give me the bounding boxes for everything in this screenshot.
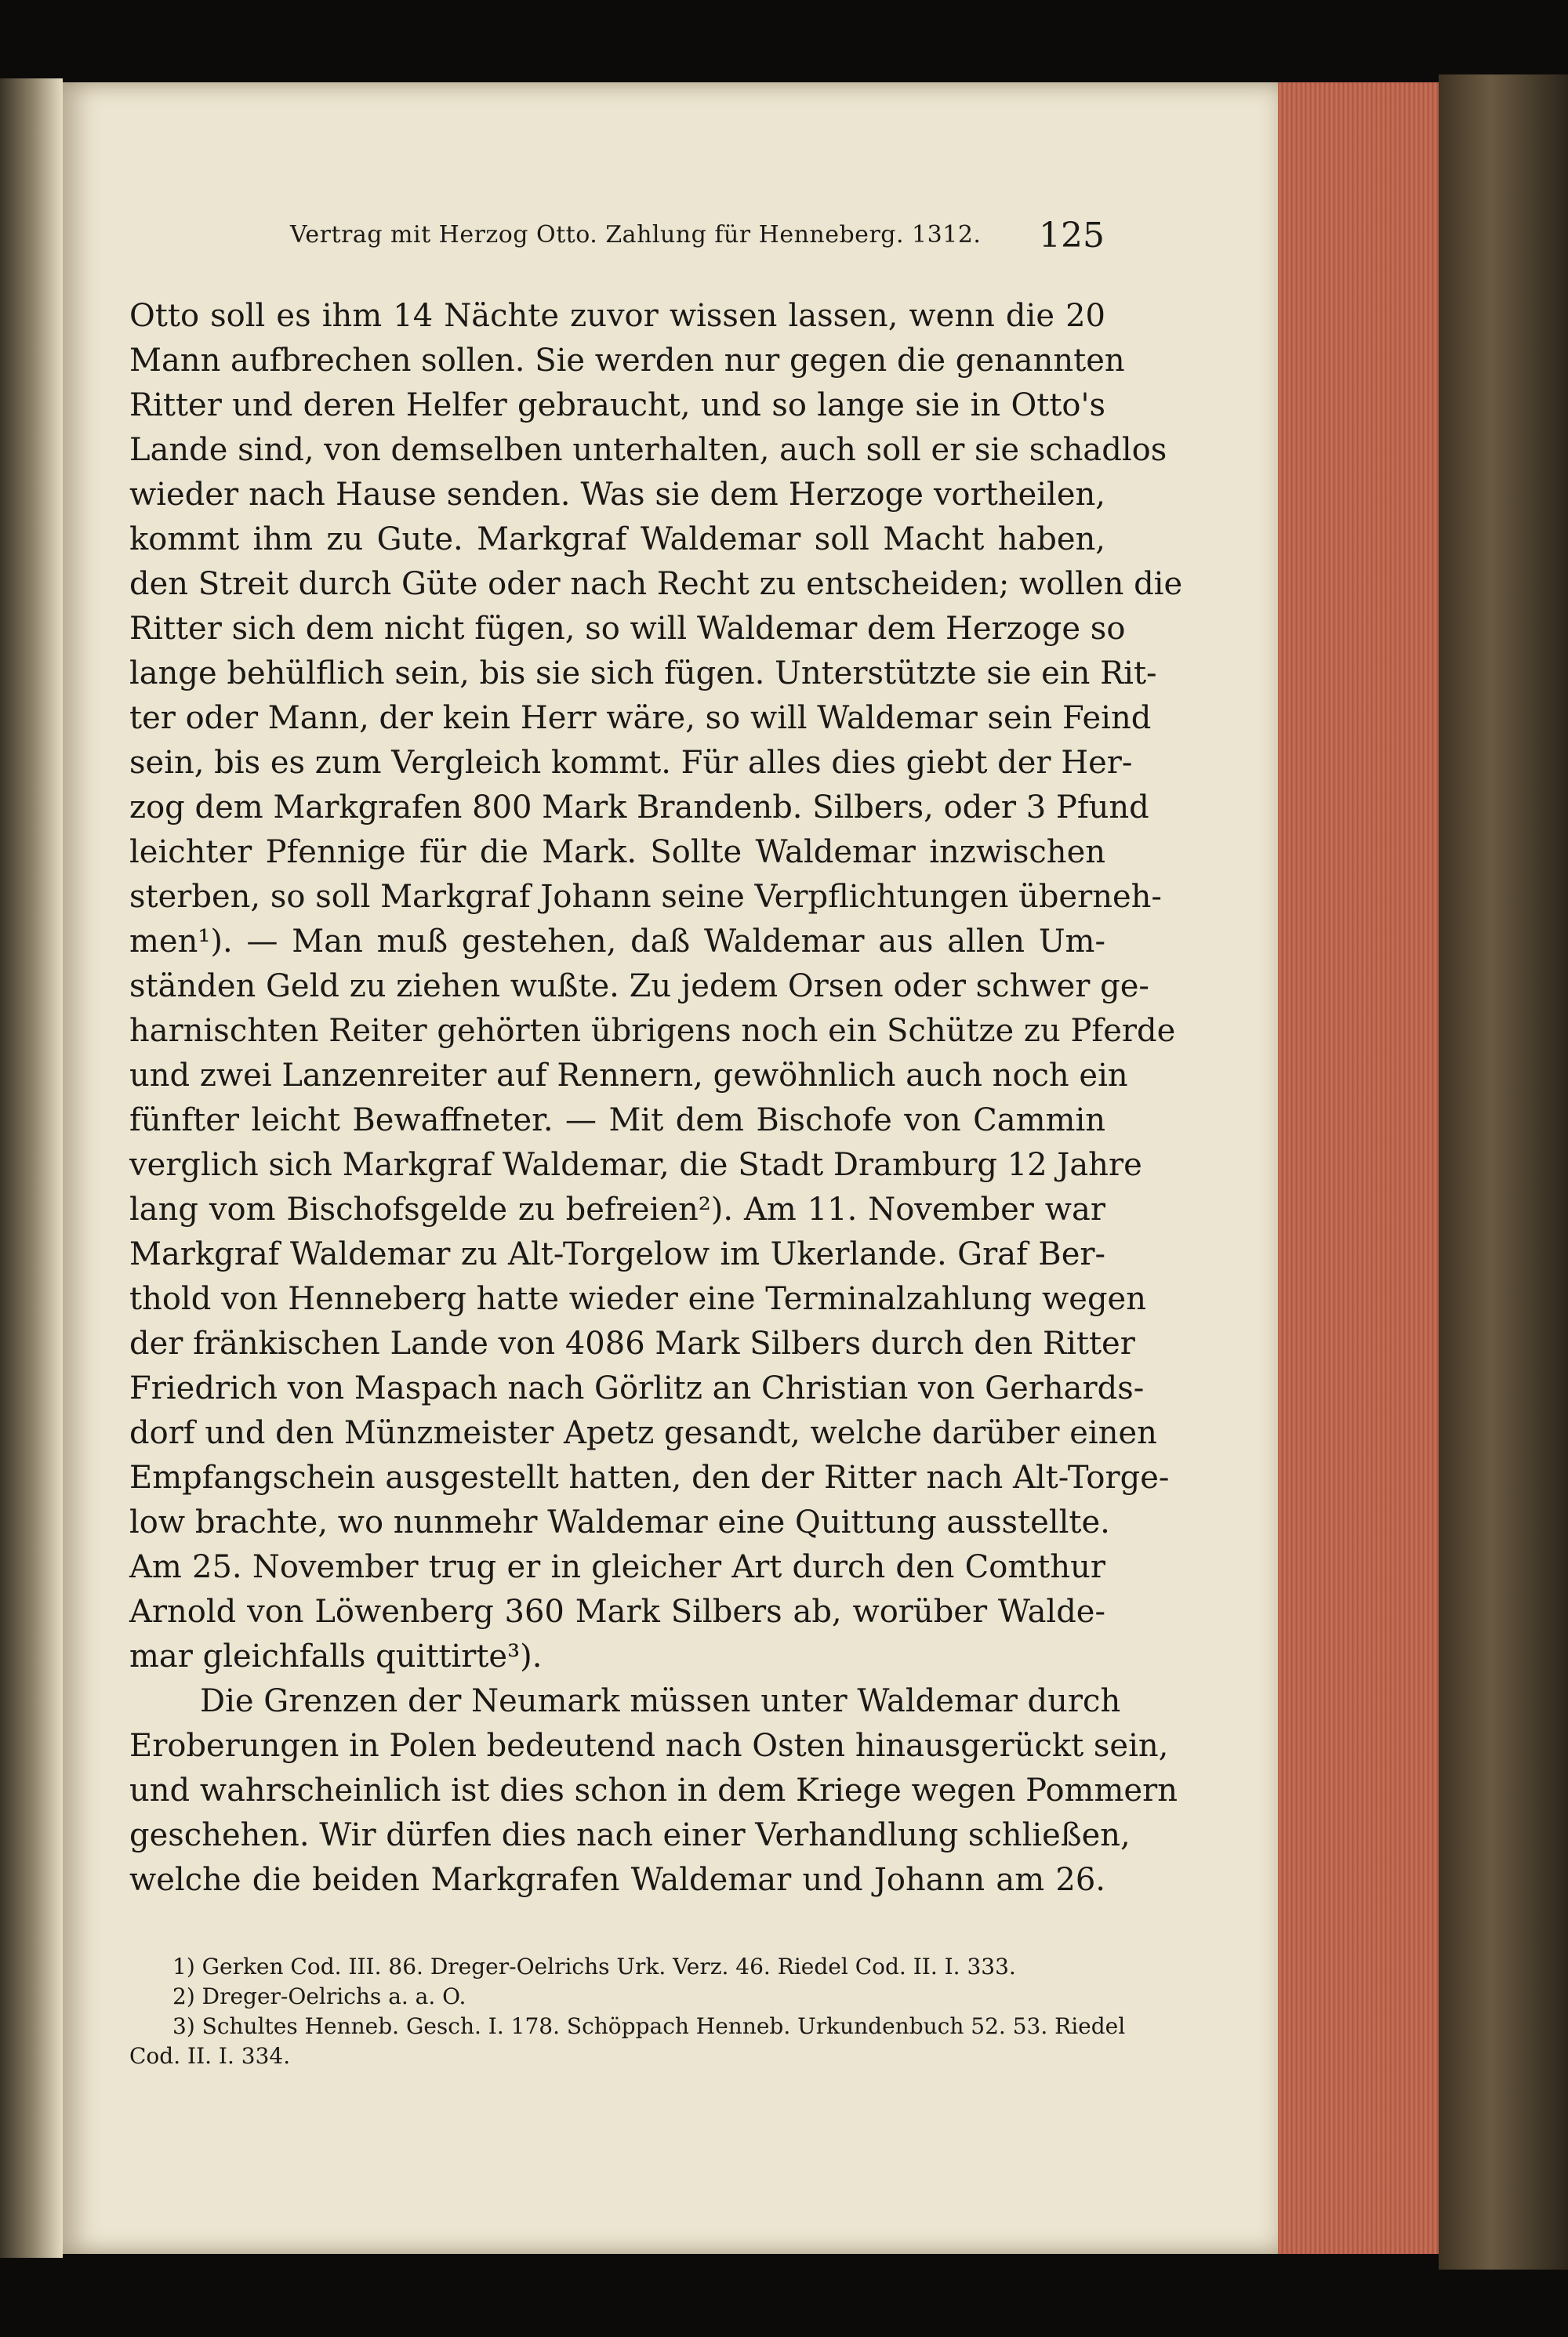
text-line: Am 25. November trug er in gleicher Art durch den Comthur [129, 1549, 1105, 1585]
text-line: sterben, so soll Markgraf Johann seine Verpflichtungen überneh- [129, 879, 1162, 915]
text-line: sein, bis es zum Vergleich kommt. Für alles dies giebt der Her- [129, 745, 1133, 781]
text-line: der fränkischen Lande von 4086 Mark Silbers durch den Ritter [129, 1326, 1135, 1362]
footnote: 3) Schultes Henneb. Gesch. I. 178. Schöppach Henneb. Urkundenbuch 52. 53. Riedel [172, 2013, 1126, 2039]
text-line: zog dem Markgrafen 800 Mark Brandenb. Silbers, oder 3 Pfund [129, 789, 1149, 826]
text-line: Otto soll es ihm 14 Nächte zuvor wissen lassen, wenn die 20 [129, 298, 1105, 334]
text-line: Ritter und deren Helfer gebraucht, und so lange sie in Otto's [129, 387, 1105, 423]
text-line: und zwei Lanzenreiter auf Rennern, gewöhnlich auch noch ein [129, 1058, 1128, 1094]
footnotes [129, 1952, 1126, 2071]
text-line: fünfter leicht Bewaffneter. — Mit dem Bischofe von Cammin [129, 1102, 1105, 1138]
text-line: ständen Geld zu ziehen wußte. Zu jedem Orsen oder schwer ge- [129, 968, 1149, 1004]
page-fore-edge [1278, 82, 1443, 2254]
footnote: 1) Gerken Cod. III. 86. Dreger-Oelrichs Urk. Verz. 46. Riedel Cod. II. I. 333. [172, 1954, 1016, 1980]
footnote: 2) Dreger-Oelrichs a. a. O. [172, 1983, 466, 2009]
text-line: geschehen. Wir dürfen dies nach einer Verhandlung schließen, [129, 1817, 1131, 1853]
text-line: harnischten Reiter gehörten übrigens noch ein Schütze zu Pferde [129, 1013, 1176, 1049]
text-line: Empfangschein ausgestellt hatten, den der Ritter nach Alt-Torge- [129, 1460, 1170, 1496]
text-line: lange behülflich sein, bis sie sich fügen. Unterstützte sie ein Rit- [129, 655, 1157, 691]
text-line: lang vom Bischofsgelde zu befreien²). Am 11. November war [129, 1192, 1105, 1228]
footnote: Cod. II. I. 334. [129, 2043, 291, 2069]
text-line: Lande sind, von demselben unterhalten, auch soll er sie schadlos [129, 432, 1167, 468]
text-line: dorf und den Münzmeister Apetz gesandt, welche darüber einen [129, 1415, 1157, 1451]
page-number: 125 [1039, 216, 1105, 256]
text-line: verglich sich Markgraf Waldemar, die Stadt Dramburg 12 Jahre [129, 1147, 1142, 1183]
body-text [129, 294, 1183, 1903]
text-line: Eroberungen in Polen bedeutend nach Osten hinausgerückt sein, [129, 1728, 1169, 1764]
text-line: leichter Pfennige für die Mark. Sollte Waldemar inzwischen [129, 834, 1105, 870]
text-line: low brachte, wo nunmehr Waldemar eine Quittung ausstellte. [129, 1504, 1110, 1540]
text-line: und wahrscheinlich ist dies schon in dem Kriege wegen Pommern [129, 1773, 1178, 1809]
text-line: wieder nach Hause senden. Was sie dem Herzoge vortheilen, [129, 477, 1105, 513]
text-line: thold von Henneberg hatte wieder eine Terminalzahlung wegen [129, 1281, 1146, 1317]
text-line: den Streit durch Güte oder nach Recht zu entscheiden; wollen die [129, 566, 1183, 602]
text-line: ter oder Mann, der kein Herr wäre, so will Waldemar sein Feind [129, 700, 1152, 736]
facing-page-edge [0, 78, 63, 2258]
book-cover-edge [1439, 74, 1568, 2270]
text-line: mar gleichfalls quittirte³). [129, 1638, 543, 1675]
text-line: Mann aufbrechen sollen. Sie werden nur gegen die genannten [129, 343, 1125, 379]
text-line: Friedrich von Maspach nach Görlitz an Christian von Gerhards- [129, 1370, 1145, 1406]
text-line: Ritter sich dem nicht fügen, so will Waldemar dem Herzoge so [129, 611, 1126, 647]
text-line: men¹). — Man muß gestehen, daß Waldemar aus allen Um- [129, 924, 1105, 960]
text-line: Die Grenzen der Neumark müssen unter Waldemar durch [200, 1683, 1121, 1719]
text-line: Arnold von Löwenberg 360 Mark Silbers ab, worüber Walde- [129, 1594, 1105, 1630]
running-header: Vertrag mit Herzog Otto. Zahlung für Henneberg. 1312. [290, 221, 982, 249]
text-line: welche die beiden Markgrafen Waldemar und Johann am 26. [129, 1862, 1105, 1898]
text-line: kommt ihm zu Gute. Markgraf Waldemar soll Macht haben, [129, 521, 1105, 557]
text-line: Markgraf Waldemar zu Alt-Torgelow im Ukerlande. Graf Ber- [129, 1236, 1105, 1272]
